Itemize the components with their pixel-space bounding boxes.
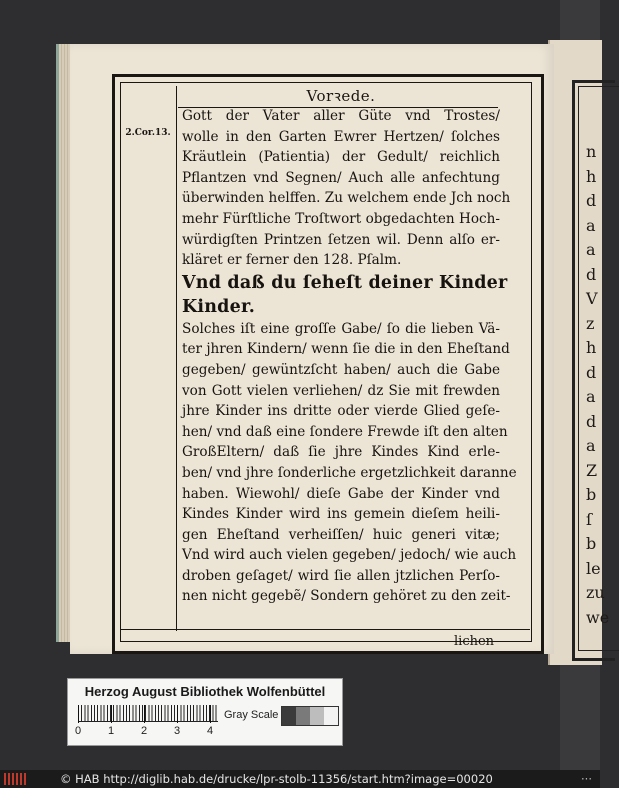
gray-swatch	[296, 707, 310, 725]
ruler-number: 2	[141, 725, 148, 737]
text-line: würdigſten Printzen ſetzen wil. Denn alſo er-	[182, 231, 500, 248]
text-line: wolle in den Garten Ewrer Hertzen/ ſolches	[182, 128, 500, 145]
gray-swatch	[324, 707, 338, 725]
gray-scale-label: Gray Scale	[224, 709, 279, 721]
ruler-scale	[78, 705, 218, 722]
text-line: überwinden helffen. Zu welchem ende Jch noch	[182, 190, 511, 207]
next-page-glyph: d	[586, 411, 597, 431]
next-page-glyph: ſ	[586, 509, 592, 529]
next-page-glyph: we	[586, 607, 610, 627]
text-line: gen Eheſtand verheiſſen/ huic generi vitæ;	[182, 526, 500, 543]
text-line: mehr Fürſtliche Troſtwort obgedachten Hoch-	[182, 210, 500, 227]
text-line: droben geſaget/ wird ſie allen jtzlichen Perſo-	[182, 567, 500, 584]
next-page-glyph: zu	[586, 583, 605, 602]
text-line: Vnd wird auch vielen gegeben/ jedoch/ wie auch	[182, 547, 517, 564]
ruler-number: 0	[75, 725, 82, 737]
text-line: Solches iſt eine groſſe Gabe/ ſo die lieben Vä-	[182, 320, 500, 337]
text-line: GroßEltern/ daß ſie jhre Kindes Kind erle-	[182, 444, 500, 461]
next-page-glyph: d	[586, 362, 597, 382]
book-page	[70, 44, 554, 654]
footer-url[interactable]: © HAB http://diglib.hab.de/drucke/lpr-stolb-11356/start.htm?image=00020	[60, 772, 493, 786]
footer-rule	[120, 629, 530, 630]
gray-scale-swatches	[281, 706, 339, 726]
catchword: lichen	[454, 634, 495, 649]
next-page-glyph: V	[586, 289, 598, 308]
next-page-text	[586, 140, 610, 630]
ruler-tick	[78, 705, 79, 723]
next-page-glyph: a	[586, 240, 596, 259]
ruler-number: 1	[108, 725, 115, 737]
next-page-glyph: h	[586, 338, 597, 357]
next-page-glyph: a	[586, 436, 596, 455]
text-line: ter jhren Kindern/ wenn ſie die in den Eheſtand	[182, 341, 510, 358]
text-line: hen/ vnd daß eine ſondere Frewde iſt den alten	[182, 423, 508, 440]
text-line: Pflantzen vnd Segnen/ Auch alle anfechtung	[182, 169, 500, 186]
next-page-edge	[548, 40, 610, 665]
text-line: gegeben/ gewüntzſcht haben/ auch die Gabe	[182, 361, 500, 378]
text-line: jhre Kinder ins dritte oder vierde Glied geſe-	[182, 403, 500, 420]
page-text	[182, 106, 517, 607]
next-page-glyph: Z	[586, 460, 598, 480]
margin-rule	[176, 86, 177, 631]
gray-swatch	[282, 707, 296, 725]
text-line: Kindes Kinder wird ins gemein dieſem heili-	[182, 506, 500, 523]
ruler-number: 3	[174, 725, 181, 737]
library-name: Herzog August Bibliothek Wolfenbüttel	[84, 684, 326, 699]
next-page-glyph: b	[586, 485, 597, 504]
page-stack-edge-tint	[56, 44, 59, 642]
viewer-footer	[0, 770, 600, 788]
text-line: von Gott vielen verliehen/ dz Sie mit frewden	[182, 382, 500, 399]
section-heading: Vnd daß du ſeheſt deiner Kinder	[182, 272, 508, 293]
ruler-number: 4	[207, 725, 214, 737]
running-head: Vorꝛede.	[306, 87, 376, 105]
marginal-note: 2.Cor.13.	[125, 128, 171, 138]
ruler-tick	[144, 705, 145, 723]
ruler-tick	[111, 705, 112, 723]
ruler-tick	[210, 705, 211, 723]
next-page-glyph: d	[586, 191, 597, 210]
text-line: kläret er ferner den 128. Pſalm.	[182, 252, 402, 269]
next-page-glyph: le	[586, 558, 601, 578]
hab-logo-icon[interactable]	[4, 773, 26, 785]
gray-swatch	[310, 707, 324, 725]
next-page-glyph: z	[586, 313, 595, 333]
next-page-glyph: n	[586, 142, 597, 161]
next-page-glyph: d	[586, 264, 597, 284]
next-page-glyph: a	[586, 387, 596, 406]
more-menu-icon[interactable]: ···	[581, 772, 592, 786]
text-line: Kräutlein (Patientia) der Gedult/ reichlich	[182, 149, 500, 166]
text-line: ben/ vnd jhre ſonderliche ergetzlichkeit daranne	[182, 464, 517, 481]
text-line: Gott der Vater aller Güte vnd Trostes/	[182, 108, 500, 124]
next-page-glyph: h	[586, 166, 597, 186]
next-page-glyph: b	[586, 534, 597, 553]
text-line: haben. Wiewohl/ dieſe Gabe der Kinder vnd	[182, 485, 500, 502]
section-heading: Kinder.	[182, 296, 256, 317]
color-scale-card	[67, 678, 343, 746]
text-line: nen nicht gegebẽ/ Sondern gehöret zu den zeit-	[182, 588, 511, 605]
next-page-glyph: a	[586, 215, 596, 235]
ruler-tick	[177, 705, 178, 723]
